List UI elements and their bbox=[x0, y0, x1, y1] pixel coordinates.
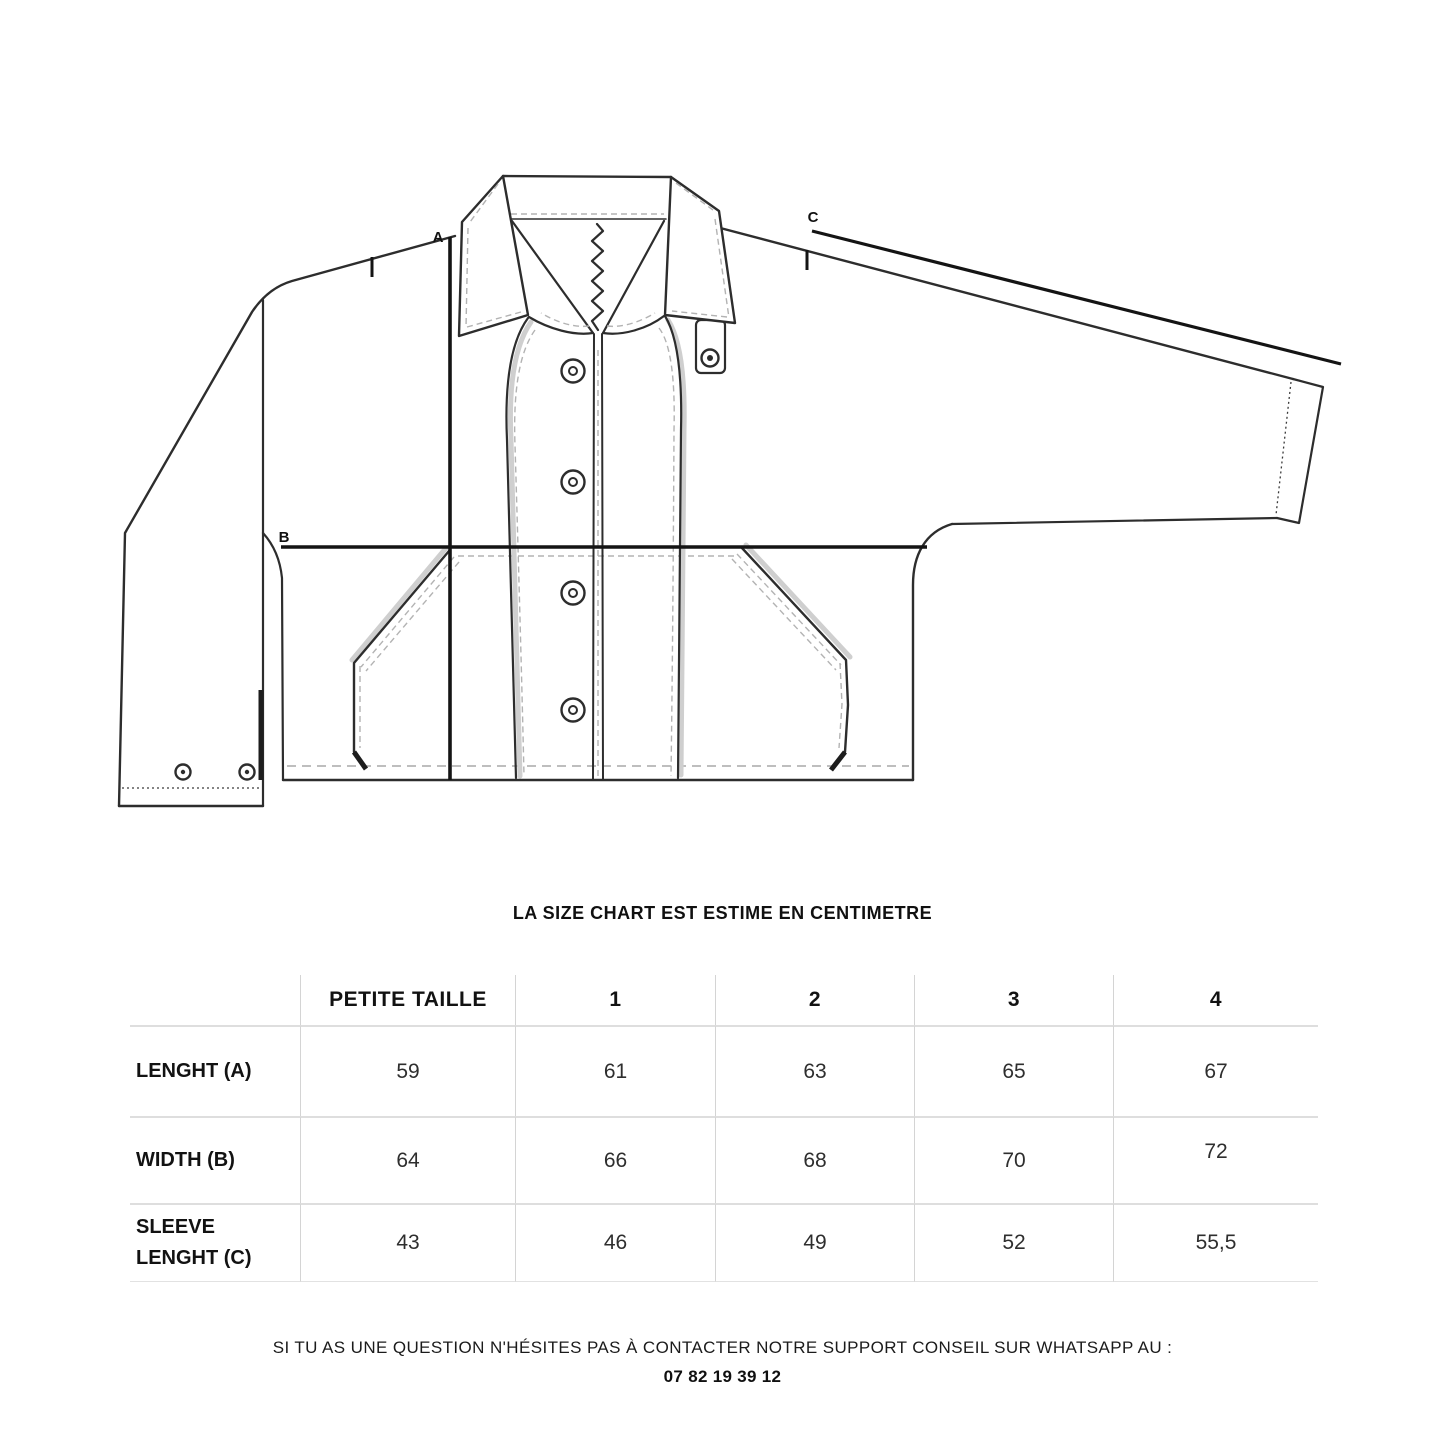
value-sleeve-c-1: 46 bbox=[515, 1203, 715, 1282]
value-width-b-4-text: 72 bbox=[1204, 1139, 1228, 1163]
support-note: SI TU AS UNE QUESTION N'HÉSITES PAS À CONTACTER NOTRE SUPPORT CONSEIL SUR WHATSAPP AU : bbox=[272, 1338, 1173, 1357]
value-width-b-2: 68 bbox=[715, 1116, 914, 1203]
table-corner-cell bbox=[130, 975, 300, 1025]
row-label-lenght-a: LENGHT (A) bbox=[130, 1025, 300, 1116]
header-petite-taille: PETITE TAILLE bbox=[300, 975, 515, 1025]
header-size-4: 4 bbox=[1113, 975, 1318, 1025]
row-label-sleeve-lenght-c: SLEEVE LENGHT (C) bbox=[130, 1203, 300, 1282]
value-width-b-petite: 64 bbox=[300, 1116, 515, 1203]
support-phone: 07 82 19 39 12 bbox=[663, 1367, 782, 1386]
cuff-buttons bbox=[176, 765, 255, 780]
header-size-2: 2 bbox=[715, 975, 914, 1025]
right-sleeve bbox=[705, 224, 1323, 524]
measurement-line-c bbox=[807, 209, 1341, 364]
size-table bbox=[130, 975, 1318, 1282]
size-chart-title: LA SIZE CHART EST ESTIME EN CENTIMETRE bbox=[512, 903, 933, 923]
value-lenght-a-4: 67 bbox=[1113, 1025, 1318, 1116]
value-lenght-a-1: 61 bbox=[515, 1025, 715, 1116]
front-buttons bbox=[562, 360, 585, 722]
measure-label-a: A bbox=[432, 229, 444, 246]
measure-label-b: B bbox=[278, 529, 290, 546]
header-size-1: 1 bbox=[515, 975, 715, 1025]
hanger-tab bbox=[696, 320, 725, 373]
collar-leaf-right bbox=[665, 177, 735, 323]
measurement-line-a bbox=[372, 229, 450, 780]
header-size-3: 3 bbox=[914, 975, 1113, 1025]
value-lenght-a-petite: 59 bbox=[300, 1025, 515, 1116]
value-width-b-4 bbox=[1113, 1116, 1318, 1203]
value-sleeve-c-3: 52 bbox=[914, 1203, 1113, 1282]
front-pockets bbox=[352, 545, 850, 770]
left-sleeve bbox=[119, 236, 455, 806]
collar bbox=[459, 176, 735, 373]
value-sleeve-c-2: 49 bbox=[715, 1203, 914, 1282]
row-label-width-b: WIDTH (B) bbox=[130, 1116, 300, 1203]
value-sleeve-c-petite: 43 bbox=[300, 1203, 515, 1282]
back-neck-zigzag-stitch bbox=[592, 224, 603, 330]
measure-label-c: C bbox=[807, 209, 819, 226]
value-lenght-a-2: 63 bbox=[715, 1025, 914, 1116]
value-sleeve-c-4: 55,5 bbox=[1113, 1203, 1318, 1282]
value-width-b-3: 70 bbox=[914, 1116, 1113, 1203]
collar-leaf-left bbox=[459, 176, 528, 336]
value-width-b-1: 66 bbox=[515, 1116, 715, 1203]
value-lenght-a-3: 65 bbox=[914, 1025, 1113, 1116]
